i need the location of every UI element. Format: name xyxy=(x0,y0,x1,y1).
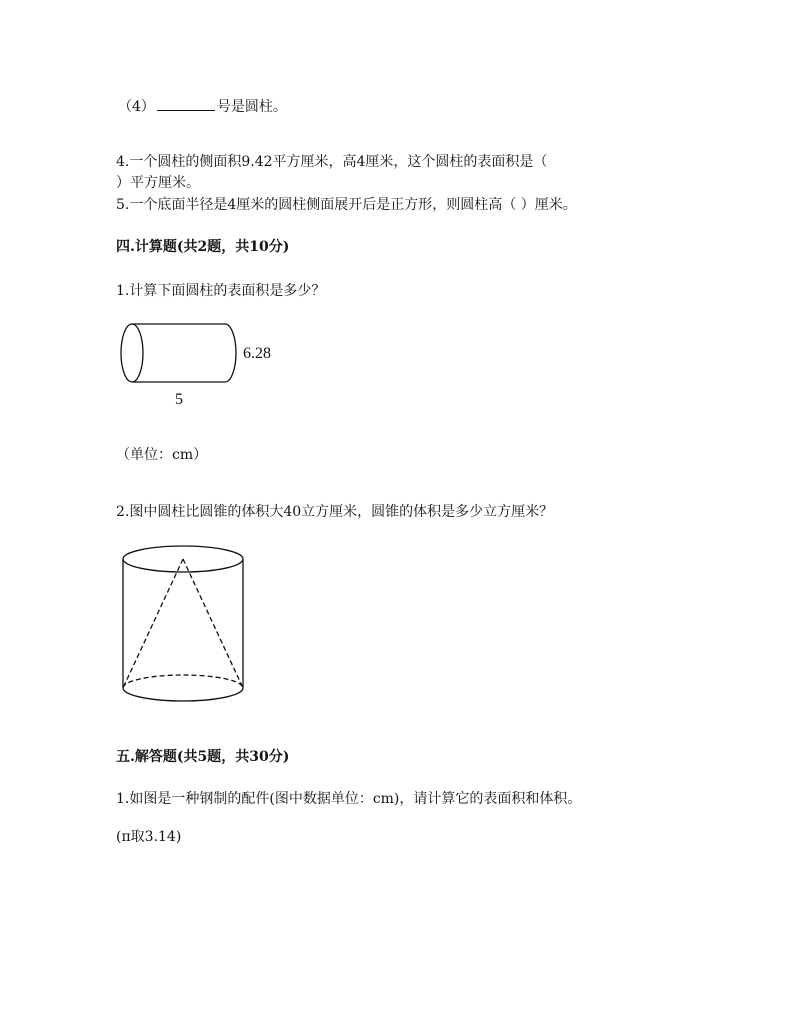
cylinder-bottom-back xyxy=(123,675,243,688)
answer-question-1-pi-note: (π取3.14) xyxy=(116,829,182,845)
cylinder-width-label: 5 xyxy=(175,391,183,408)
section-5-title: 五.解答题(共5题，共30分) xyxy=(116,749,290,765)
cone-left-edge xyxy=(123,559,183,688)
fill-question-4-subitem xyxy=(118,96,287,116)
section-4-title: 四.计算题(共2题，共10分) xyxy=(116,239,290,255)
answer-question-1: 1.如图是一种钢制的配件(图中数据单位：cm)，请计算它的表面积和体积。 xyxy=(116,791,582,807)
fill-question-4-line1: 4.一个圆柱的侧面积9.42平方厘米，高4厘米，这个圆柱的表面积是（ xyxy=(116,154,548,170)
fill-question-4-line2: ）平方厘米。 xyxy=(116,175,200,191)
fill-question-5: 5.一个底面半径是4厘米的圆柱侧面展开后是正方形，则圆柱高（ ）厘米。 xyxy=(116,197,577,213)
cone-right-edge xyxy=(183,559,243,688)
calc-question-1-unit: （单位：cm） xyxy=(116,447,208,463)
cylinder-right-end xyxy=(225,324,236,382)
subitem-number: （4） xyxy=(118,99,155,115)
horizontal-cylinder-figure xyxy=(115,318,295,410)
subitem-text: 号是圆柱。 xyxy=(216,99,287,115)
cylinder-with-cone-figure xyxy=(115,540,255,710)
calc-question-2: 2.图中圆柱比圆锥的体积大40立方厘米，圆锥的体积是多少立方厘米？ xyxy=(116,504,554,520)
cylinder-bottom-front xyxy=(123,688,243,701)
cylinder-height-label: 6.28 xyxy=(243,345,271,362)
cylinder-left-end xyxy=(121,324,143,382)
calc-question-1: 1.计算下面圆柱的表面积是多少？ xyxy=(116,283,326,299)
answer-blank[interactable] xyxy=(157,96,215,111)
